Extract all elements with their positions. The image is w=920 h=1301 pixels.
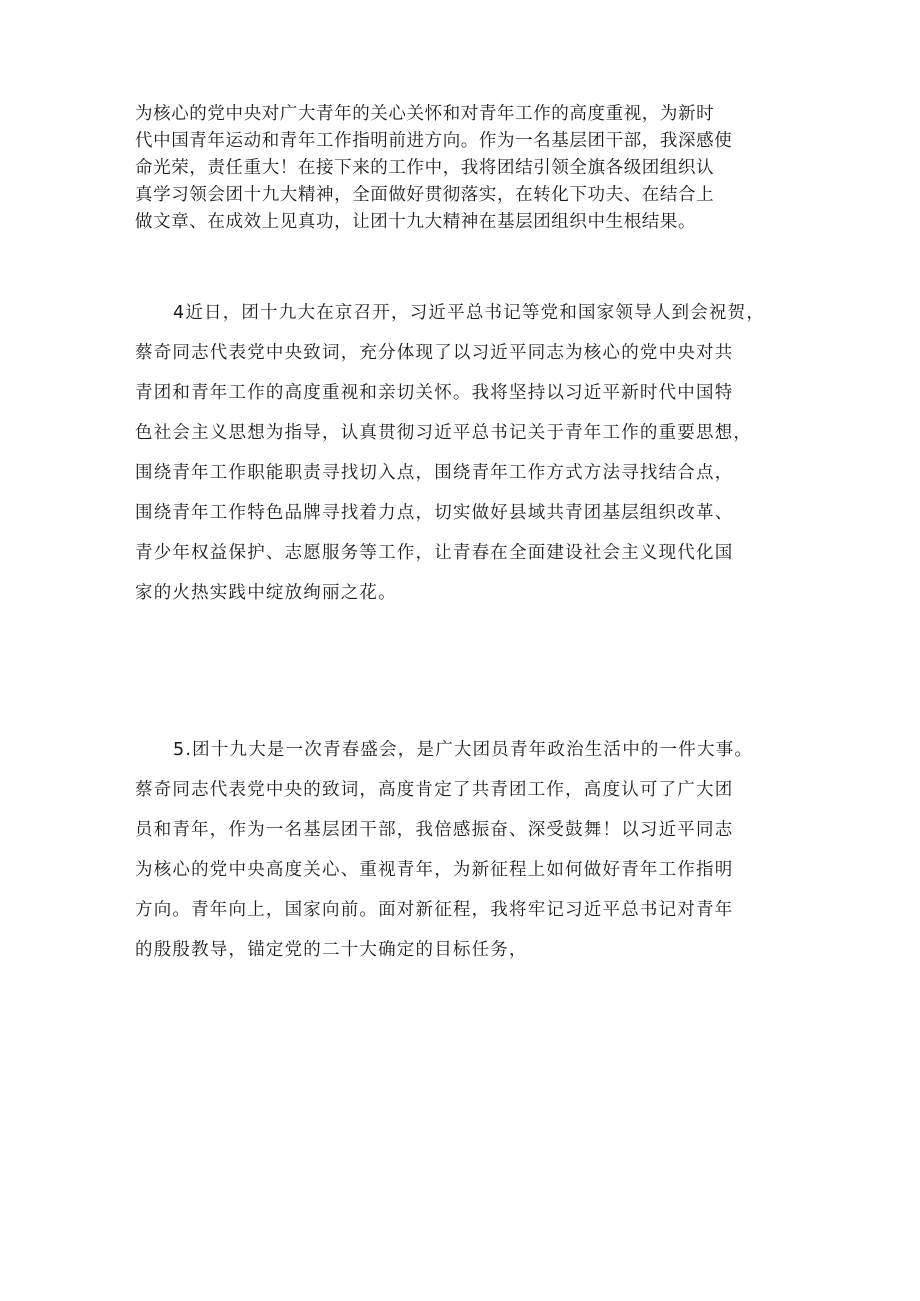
text-line: 代中国青年运动和青年工作指明前进方向。作为一名基层团干部，我深感使 — [135, 131, 733, 151]
text-line: 为核心的党中央高度关心、重视青年，为新征程上如何做好青年工作指明 — [135, 860, 734, 880]
text-line: 青团和青年工作的高度重视和亲切关怀。我将坚持以习近平新时代中国特 — [135, 383, 734, 403]
text-line: 命光荣，责任重大！在接下来的工作中，我将团结引领全旗各级团组织认 — [135, 158, 715, 178]
text-line: 真学习领会团十九大精神，全面做好贯彻落实，在转化下功夫、在结合上 — [135, 185, 715, 205]
text-line: 色社会主义思想为指导，认真贯彻习近平总书记关于青年工作的重要思想， — [135, 423, 753, 443]
text-line: 家的火热实践中绽放绚丽之花。 — [135, 583, 397, 603]
text-line: 围绕青年工作特色品牌寻找着力点，切实做好县域共青团基层组织改革、 — [135, 503, 734, 523]
text-line: 5.团十九大是一次青春盛会，是广大团员青年政治生活中的一件大事。 — [173, 740, 754, 760]
paragraph-continuation — [135, 101, 795, 236]
text-line: 员和青年，作为一名基层团干部，我倍感振奋、深受鼓舞！以习近平同志 — [135, 820, 734, 840]
text-line: 方向。青年向上，国家向前。面对新征程，我将牢记习近平总书记对青年 — [135, 900, 734, 920]
paragraph-item-5 — [135, 730, 795, 970]
text-line: 4近日，团十九大在京召开，习近平总书记等党和国家领导人到会祝贺， — [173, 303, 766, 323]
text-line: 蔡奇同志代表党中央的致词，高度肯定了共青团工作，高度认可了广大团 — [135, 780, 734, 800]
text-line: 做文章、在成效上见真功，让团十九大精神在基层团组织中生根结果。 — [135, 212, 697, 232]
text-line: 为核心的党中央对广大青年的关心关怀和对青年工作的高度重视，为新时 — [135, 104, 715, 124]
text-line: 青少年权益保护、志愿服务等工作，让青春在全面建设社会主义现代化国 — [135, 543, 734, 563]
text-line: 蔡奇同志代表党中央致词，充分体现了以习近平同志为核心的党中央对共 — [135, 343, 734, 363]
text-line: 围绕青年工作职能职责寻找切入点，围绕青年工作方式方法寻找结合点， — [135, 463, 734, 483]
paragraph-item-4 — [135, 293, 795, 613]
text-line: 的殷殷教导，锚定党的二十大确定的目标任务， — [135, 940, 528, 960]
